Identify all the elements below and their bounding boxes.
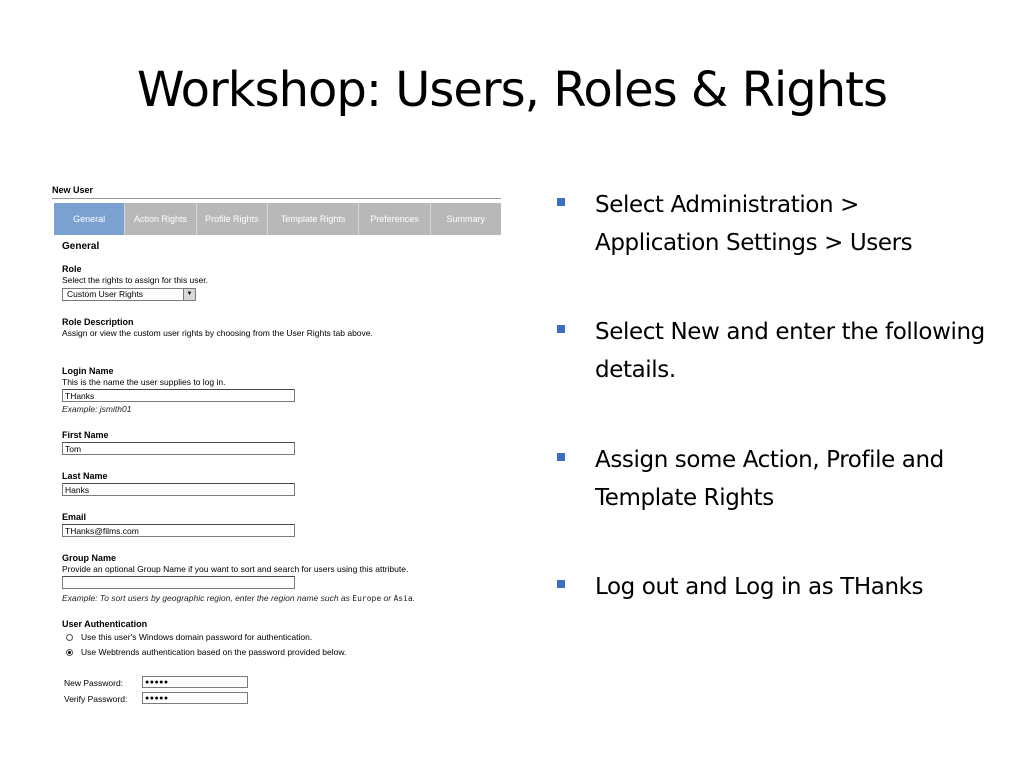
role-select[interactable] xyxy=(62,288,196,301)
group-name-example-europe: Europe xyxy=(352,594,382,603)
last-name-input[interactable]: Hanks xyxy=(62,483,295,496)
email-label: Email xyxy=(62,512,87,522)
radio-webtrends-auth[interactable] xyxy=(66,649,73,656)
login-name-example: Example: jsmith01 xyxy=(62,404,132,414)
last-name-label: Last Name xyxy=(62,471,108,481)
square-bullet-icon xyxy=(557,580,565,588)
role-help: Select the rights to assign for this user. xyxy=(62,275,208,285)
tab-summary[interactable]: Summary xyxy=(431,203,501,235)
tab-bar xyxy=(54,203,501,235)
login-name-help: This is the name the user supplies to log in. xyxy=(62,377,226,387)
role-select-value: Custom User Rights xyxy=(67,289,144,299)
square-bullet-icon xyxy=(557,453,565,461)
square-bullet-icon xyxy=(557,325,565,333)
login-name-label: Login Name xyxy=(62,366,114,376)
group-name-example-asia: Asia xyxy=(393,594,413,603)
tab-preferences[interactable]: Preferences xyxy=(359,203,430,235)
user-authentication-label: User Authentication xyxy=(62,619,148,629)
tab-profile-rights[interactable]: Profile Rights xyxy=(197,203,268,235)
login-name-input[interactable]: THanks xyxy=(62,389,295,402)
group-name-example-suffix: . xyxy=(412,593,416,603)
group-name-example-prefix: Example: To sort users by geographic region, enter the region name such as xyxy=(62,593,353,603)
first-name-input[interactable]: Tom xyxy=(62,442,295,455)
group-name-example-or: or xyxy=(381,593,394,603)
tab-template-rights[interactable]: Template Rights xyxy=(268,203,359,235)
new-password-input[interactable]: ●●●●● xyxy=(142,676,248,688)
email-input[interactable]: THanks@films.com xyxy=(62,524,295,537)
tab-general[interactable]: General xyxy=(54,203,125,235)
group-name-input[interactable] xyxy=(62,576,295,589)
instruction-text: Log out and Log in as THanks xyxy=(595,574,924,600)
new-password-label: New Password: xyxy=(64,678,124,688)
instruction-text: Select Administration > Application Settings > Users xyxy=(595,192,913,256)
group-name-help: Provide an optional Group Name if you want to sort and search for users using this attribute. xyxy=(62,564,409,574)
instruction-text: Select New and enter the following details. xyxy=(595,319,985,383)
auth-option-webtrends-label: Use Webtrends authentication based on the password provided below. xyxy=(81,647,347,657)
slide-title: Workshop: Users, Roles & Rights xyxy=(137,62,887,118)
form-title: New User xyxy=(52,185,94,195)
group-name-example xyxy=(62,593,415,603)
first-name-label: First Name xyxy=(62,430,109,440)
verify-password-label: Verify Password: xyxy=(64,694,128,704)
tab-action-rights[interactable]: Action Rights xyxy=(125,203,196,235)
auth-option-webtrends[interactable] xyxy=(66,647,346,657)
chevron-down-icon[interactable]: ▼ xyxy=(183,289,195,300)
title-divider xyxy=(52,198,501,199)
auth-option-windows-label: Use this user's Windows domain password for authentication. xyxy=(81,632,313,642)
role-label: Role xyxy=(62,264,82,274)
square-bullet-icon xyxy=(557,198,565,206)
role-description-label: Role Description xyxy=(62,317,134,327)
verify-password-input[interactable]: ●●●●● xyxy=(142,692,248,704)
section-title: General xyxy=(62,241,100,252)
role-description-help: Assign or view the custom user rights by choosing from the User Rights tab above. xyxy=(62,328,373,338)
instruction-text: Assign some Action, Profile and Template Rights xyxy=(595,447,944,511)
group-name-label: Group Name xyxy=(62,553,117,563)
auth-option-windows[interactable] xyxy=(66,632,312,642)
radio-windows-auth[interactable] xyxy=(66,634,73,641)
new-user-form-screenshot xyxy=(52,183,502,713)
